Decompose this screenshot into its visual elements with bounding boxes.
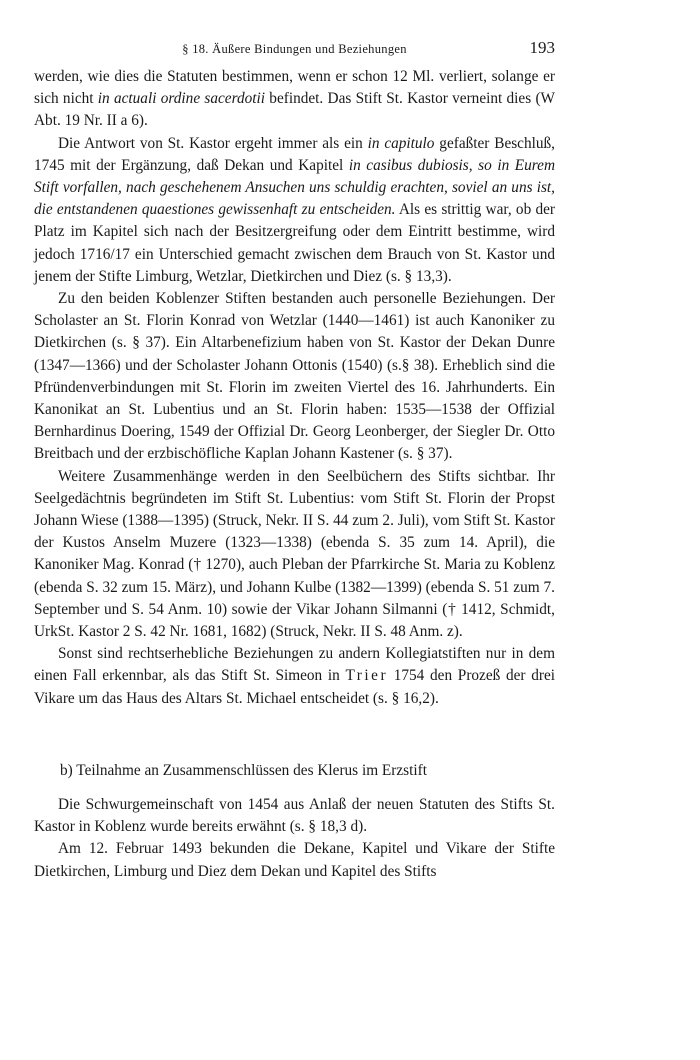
paragraph [34, 794, 555, 838]
body-text [34, 66, 555, 883]
text-run: gefaßter Beschluß, 1745 mit der Ergänzung, daß Dekan und Kapitel [34, 134, 555, 174]
running-title: § 18. Äußere Bindungen und Beziehungen [182, 42, 407, 56]
text-run: Zu den beiden Koblenzer Stiften bestanden auch personelle Beziehungen. Der Scholaster an St. Florin Konrad von Wetzlar (1440—1461) ist auch Kanoniker zu Dietkirchen (s. § 37). Ein Altarbenefizium haben von St. Kastor der Dekan Dunre (1347—1366) und der Scholaster Johann Ottonis (1540) (s.§ 38). Erheblich sind die Pfründenverbindungen mit St. Florin im zweiten Viertel des 16. Jahrhunderts. Ein Kanonikat an St. Lubentius und an St. Florin haben: 1535—1538 der Offizial Bernhardinus Doering, 1549 der Offizial Dr. Georg Leonberger, der Siegler Dr. Otto Breitbach und der erzbischöfliche Kaplan Johann Kastener (s. § 37). [34, 290, 555, 463]
italic-quotation: in casibus dubiosis, so in Eurem Stift vorfallen, nach geschehenem Ansuchen uns schuldig erachten, soviel an uns ist, die entstandenen quaestiones gewissenhaft zu entscheiden. [34, 156, 555, 219]
spaced-placename: Trier [345, 667, 389, 685]
text-run: Am 12. Februar 1493 bekunden die Dekane, Kapitel und Vikare der Stifte Dietkirchen, Limburg und Diez dem Dekan und Kapitel des Stifts [34, 840, 555, 880]
paragraph [34, 66, 555, 133]
text-run: 1754 den Prozeß der drei Vikare um das Haus des Altars St. Michael entscheidet (s. § 16,2). [34, 667, 555, 707]
paragraph [34, 643, 555, 710]
paragraph [34, 838, 555, 882]
paragraph [34, 288, 555, 466]
page-number: 193 [529, 38, 555, 57]
running-head [34, 38, 555, 60]
text-run: Als es strittig war, ob der Platz im Kapitel sich nach der Besitzergreifung oder dem Eintritt bestimme, wird jedoch 1716/17 ein Unterschied gemacht zwischen dem Brauch von St. Kastor und jenem der Stifte Limburg, Wetzlar, Dietkirchen und Diez (s. § 13,3). [34, 201, 555, 285]
book-page [34, 38, 555, 883]
text-run: Die Schwurgemeinschaft von 1454 aus Anlaß der neuen Statuten des Stifts St. Kastor in Koblenz wurde bereits erwähnt (s. § 18,3 d). [34, 795, 555, 836]
text-run: Die Antwort von St. Kastor ergeht immer als ein [58, 134, 368, 152]
text-run: Sonst sind rechtserhebliche Beziehungen zu andern Kollegiatstiften nur in dem einen Fall erkennbar, als das Stift St. Simeon in [34, 645, 555, 685]
text-run: werden, wie dies die Statuten bestimmen, wenn er schon 12 Ml. verliert, solange er sich nicht [34, 68, 555, 108]
paragraph [34, 133, 555, 288]
section-heading: b) Teilnahme an Zusammenschlüssen des Klerus im Erzstift [60, 761, 427, 779]
italic-phrase: in capitulo [367, 134, 435, 152]
text-run: befindet. Das Stift St. Kastor verneint dies (W Abt. 19 Nr. II a 6). [34, 90, 555, 130]
italic-phrase: in actuali ordine sacerdotii [97, 90, 266, 108]
text-run: Weitere Zusammenhänge werden in den Seelbüchern des Stifts sichtbar. Ihr Seelgedächtnis begründeten im Stift St. Lubentius: vom Stift St. Florin der Propst Johann Wiese (1388—1395) (Struck, Nekr. II S. 44 zum 2. Juli), vom Stift St. Kastor der Kustos Anselm Muzere (1323—1338) (ebenda S. 35 zum 14. April), die Kanoniker Mag. Konrad († 1270), auch Pleban der Pfarrkirche St. Maria zu Koblenz (ebenda S. 32 zum 15. März), und Johann Kulbe (1382—1399) (ebenda S. 51 zum 7. September und S. 54 Anm. 10) sowie der Vikar Johann Silmanni († 1412, Schmidt, UrkSt. Kastor 2 S. 42 Nr. 1681, 1682) (Struck, Nekr. II S. 48 Anm. z). [34, 467, 555, 641]
paragraph [34, 466, 555, 644]
